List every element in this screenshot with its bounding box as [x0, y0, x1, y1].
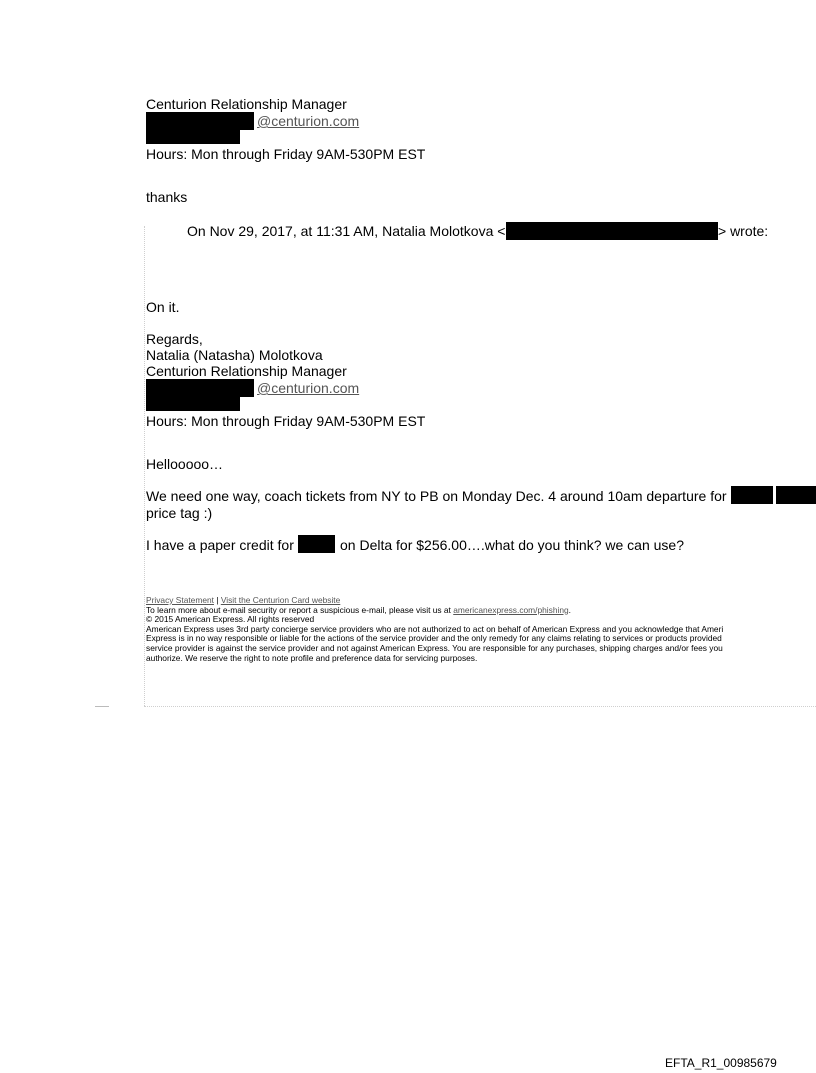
disclaimer-line: Express is in no way responsible or liable for the actions of the service provider and the only remedy for any claims relating to services or products provided: [146, 633, 722, 644]
signature-title: Centurion Relationship Manager: [146, 96, 347, 112]
redaction-box: [146, 395, 240, 411]
request-text: price tag :): [146, 505, 213, 521]
email-link[interactable]: @centurion.com: [257, 380, 360, 396]
credit-text-suffix: on Delta for $256.00….what do you think? we can use?: [340, 537, 684, 553]
reply-text: thanks: [146, 189, 188, 205]
quote-border: [144, 226, 145, 706]
message-text: On it.: [146, 299, 180, 315]
footer-separator: |: [216, 596, 219, 605]
privacy-statement-link[interactable]: Privacy Statement: [146, 596, 214, 605]
copyright-text: © 2015 American Express. All rights reserved: [146, 614, 315, 625]
page-mark: [95, 706, 109, 707]
quote-border-bottom: [144, 706, 816, 707]
email-footer: [146, 596, 816, 663]
signature-title: Centurion Relationship Manager: [146, 363, 347, 379]
office-hours: Hours: Mon through Friday 9AM-530PM EST: [146, 413, 426, 429]
signature-regards: Regards,: [146, 331, 203, 347]
security-text: To learn more about e-mail security or report a suspicious e-mail, please visit us at: [146, 604, 451, 615]
redaction-box: [506, 222, 718, 240]
redaction-box: [298, 535, 335, 553]
redaction-box: [776, 486, 816, 504]
email-link[interactable]: @centurion.com: [257, 113, 360, 129]
office-hours: Hours: Mon through Friday 9AM-530PM EST: [146, 146, 426, 162]
phishing-link[interactable]: americanexpress.com/phishing: [453, 604, 569, 615]
disclaimer-line: American Express uses 3rd party concierge service providers who are not authorized to act on behalf of American Express and you acknowledge that Ameri: [146, 623, 724, 634]
credit-text-prefix: I have a paper credit for: [146, 537, 294, 553]
bates-number: EFTA_R1_00985679: [665, 1056, 777, 1070]
signature-name: Natalia (Natasha) Molotkova: [146, 347, 323, 363]
disclaimer-line: authorize. We reserve the right to note profile and preference data for servicing purposes.: [146, 652, 478, 663]
request-text: We need one way, coach tickets from NY to PB on Monday Dec. 4 around 10am departure for: [146, 488, 727, 504]
redaction-box: [146, 128, 240, 144]
period: .: [568, 604, 571, 615]
redaction-box: [731, 486, 773, 504]
disclaimer-line: service provider is against the service provider and not against American Express. You are responsible for any purchases, shipping charges and/or fees you: [146, 642, 723, 653]
quote-header-suffix: > wrote:: [718, 223, 769, 239]
centurion-card-website-link[interactable]: Visit the Centurion Card website: [220, 596, 341, 605]
quote-header-prefix: On Nov 29, 2017, at 11:31 AM, Natalia Molotkova <: [187, 223, 506, 239]
greeting-text: Hellooooo…: [146, 456, 224, 472]
